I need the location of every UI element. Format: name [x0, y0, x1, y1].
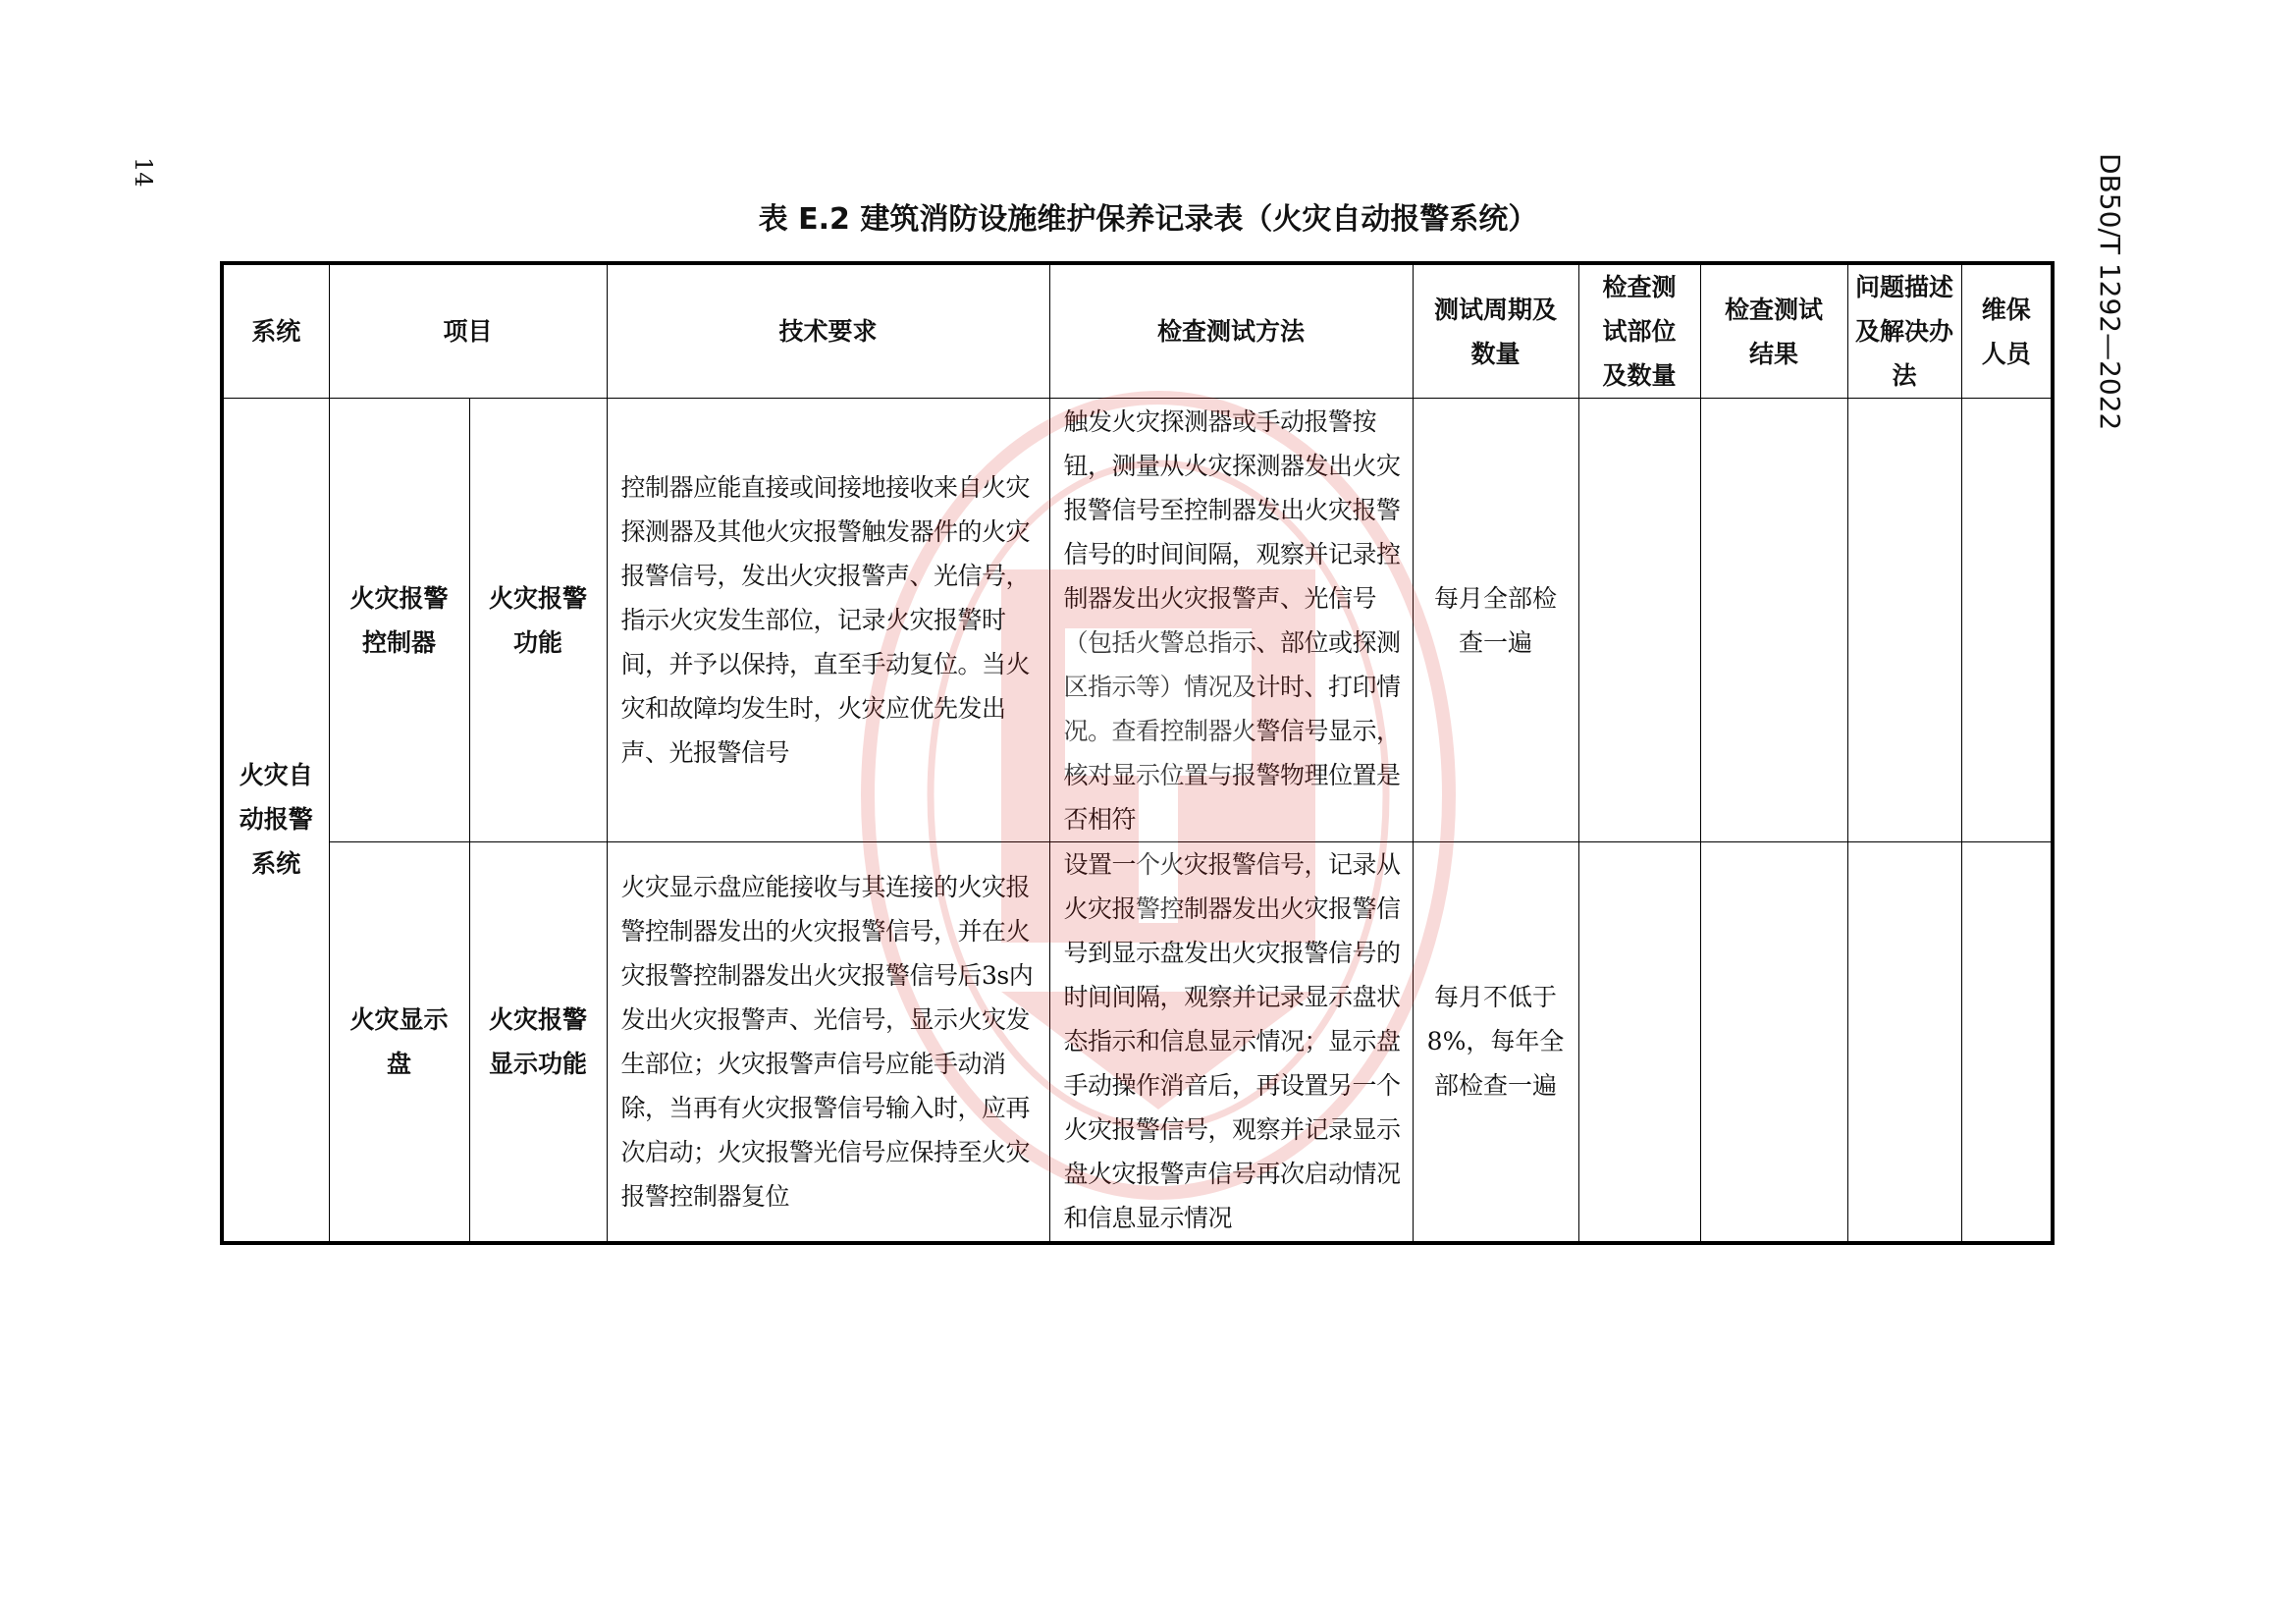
table-row: [222, 399, 2053, 842]
device-cell: 火灾报警控制器: [329, 399, 469, 842]
header-test-location: 检查测试部位及数量: [1578, 263, 1700, 399]
header-problem-solution: 问题描述及解决办法: [1847, 263, 1961, 399]
maintenance-record-table: [220, 261, 2055, 1245]
function-cell: 火灾报警显示功能: [469, 842, 607, 1243]
table-title: 表 E.2 建筑消防设施维护保养记录表（火灾自动报警系统）: [758, 202, 1538, 237]
page-number: 14: [130, 157, 157, 188]
header-maintenance-staff: 维保人员: [1961, 263, 2053, 399]
device-cell: 火灾显示盘: [329, 842, 469, 1243]
header-test-result: 检查测试结果: [1700, 263, 1847, 399]
test-method-cell: 设置一个火灾报警信号，记录从火灾报警控制器发出火灾报警信号到显示盘发出火灾报警信号的时间间隔，观察并记录显示盘状态指示和信息显示情况；显示盘手动操作消音后，再设置另一个火灾报警信号，观察并记录显示盘火灾报警声信号再次启动情况和信息显示情况: [1049, 842, 1413, 1243]
document-code: DB50/T 1292—2022: [2094, 153, 2126, 431]
function-cell: 火灾报警功能: [469, 399, 607, 842]
system-name-cell: 火灾自动报警系统: [222, 399, 329, 1243]
test-cycle-cell: 每月全部检查一遍: [1413, 399, 1578, 842]
header-test-cycle: 测试周期及数量: [1413, 263, 1578, 399]
tech-requirement-cell: 控制器应能直接或间接地接收来自火灾探测器及其他火灾报警触发器件的火灾报警信号，发出火灾报警声、光信号，指示火灾发生部位，记录火灾报警时间，并予以保持，直至手动复位。当火灾和故障均发生时，火灾应优先发出声、光报警信号: [607, 399, 1049, 842]
table-row: [222, 842, 2053, 1243]
test-location-cell[interactable]: [1578, 842, 1700, 1243]
test-result-cell[interactable]: [1700, 399, 1847, 842]
test-method-cell: 触发火灾探测器或手动报警按钮，测量从火灾探测器发出火灾报警信号至控制器发出火灾报警信号的时间间隔，观察并记录控制器发出火灾报警声、光信号（包括火警总指示、部位或探测区指示等）情况及计时、打印情况。查看控制器火警信号显示，核对显示位置与报警物理位置是否相符: [1049, 399, 1413, 842]
test-result-cell[interactable]: [1700, 842, 1847, 1243]
staff-cell[interactable]: [1961, 399, 2053, 842]
test-cycle-cell: 每月不低于8%，每年全部检查一遍: [1413, 842, 1578, 1243]
header-tech-requirements: 技术要求: [607, 263, 1049, 399]
tech-requirement-cell: 火灾显示盘应能接收与其连接的火灾报警控制器发出的火灾报警信号，并在火灾报警控制器发出火灾报警信号后3s内发出火灾报警声、光信号，显示火灾发生部位；火灾报警声信号应能手动消除，当再有火灾报警信号输入时，应再次启动；火灾报警光信号应保持至火灾报警控制器复位: [607, 842, 1049, 1243]
header-system: 系统: [222, 263, 329, 399]
problem-solution-cell[interactable]: [1847, 842, 1961, 1243]
staff-cell[interactable]: [1961, 842, 2053, 1243]
header-item: 项目: [329, 263, 607, 399]
header-test-method: 检查测试方法: [1049, 263, 1413, 399]
test-location-cell[interactable]: [1578, 399, 1700, 842]
problem-solution-cell[interactable]: [1847, 399, 1961, 842]
